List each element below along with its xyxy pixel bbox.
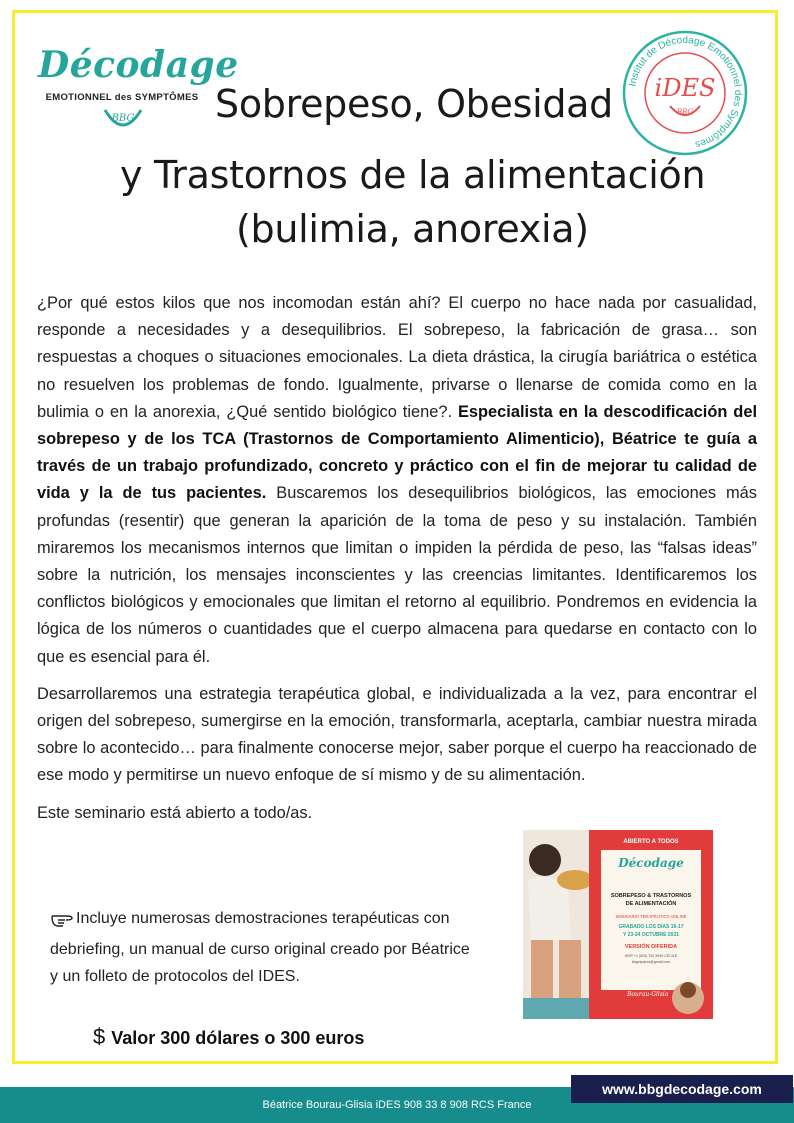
logo-bowl-mark (102, 106, 144, 136)
paragraph-2: Desarrollaremos una estrategia terapéutica global, e individualizada a la vez, para encontrar el origen del sobrepeso, sumergirse en la emoción, transformarla, aceptarla, cambiar nuestra mirada sobre lo acontecido… para finalmente conocerse mejor, saber porque el cuerpo ha reaccionado de ese modo y permitirse un nuevo enfoque de sí mismo y de su alimentación. (37, 684, 757, 785)
includes-text: Incluye numerosas demostraciones terapéuticas con debriefing, un manual de curso original creado por Béatrice y un folleto de protocolos del IDES. (50, 910, 470, 985)
flyer-version: VERSIÓN DIFERIDA (624, 944, 678, 950)
title-line-3: (bulimia, anorexia) (236, 207, 589, 251)
paragraph-1-highlight: Especialista en la descodificación del sobrepeso y de los TCA (Trastornos de Comportamiento Alimenticio), Béatrice te guía a través de un trabajo profundizado, concreto y práctico con el fin de mejorar tu calidad de vida y la de tus pacientes. (37, 402, 757, 503)
flyer-recorded-2: Y 23-24 OCTUBRE 2021 (622, 932, 680, 938)
seal-mark-text: BBG (676, 108, 694, 116)
flyer-logo: Décodage (618, 856, 684, 870)
body-text (37, 290, 757, 837)
decodage-logo (38, 44, 239, 134)
price-line (93, 1024, 364, 1050)
flyer-seminar: SEMINARIO TERAPÉUTICO ONLINE (615, 914, 687, 919)
includes-note (50, 905, 470, 990)
flyer-top-text: ABIERTO A TODOS (623, 839, 679, 845)
footer-legal-text: Béatrice Bourau-Glisia iDES 908 33 8 908 RCS France (262, 1099, 532, 1111)
logo-subtitle: EMOTIONNEL des SYMPTÔMES (45, 92, 199, 103)
website-link[interactable]: www.bbgdecodage.com (571, 1075, 793, 1103)
flyer-signature-2: Bourau-Glisia (627, 991, 669, 998)
ides-seal-logo (620, 28, 750, 158)
flyer-recorded-1: GRABADO LOS DIAS 16-17 (618, 924, 684, 930)
logo-wordmark: Décodage (38, 44, 239, 86)
seminar-flyer-image (523, 830, 713, 1019)
title-line-2: y Trastornos de la alimentación (120, 153, 706, 197)
paragraph-3: Este seminario está abierto a todo/as. (37, 803, 313, 822)
logo-mark-text: BBG (111, 113, 135, 124)
pointing-hand-icon (50, 909, 76, 936)
flyer-signature-1: con Béatrice (623, 981, 662, 988)
flyer-contact-1: WSP +1 (829) 702 3949 CÉCILE (624, 954, 678, 958)
dollar-icon: $ (93, 1024, 106, 1049)
seal-ring-text: Institut de Décodage Emotionnel des Symptômes (627, 34, 744, 150)
paragraph-1-intro: ¿Por qué estos kilos que nos incomodan están ahí? El cuerpo no hace nada por casualidad, responde a necesidades y a desequilibrios. El sobrepeso, la fabricación de grasa… son respuestas a choques o situaciones emocionales. La dieta drástica, la cirugía bariátrica o estética no resuelven los problemas de fondo. Igualmente, privarse o llenarse de comida como en la bulimia o en la anorexia, ¿Qué sentido biológico tiene?. (37, 294, 757, 421)
price-text: Valor 300 dólares o 300 euros (111, 1028, 365, 1048)
paragraph-1 (37, 290, 757, 671)
seal-center-text: iDES (654, 74, 716, 102)
flyer-title-1: SOBREPESO & TRASTORNOS (610, 893, 692, 899)
title-line-1: Sobrepeso, Obesidad (215, 82, 613, 126)
flyer-title-2: DE ALIMENTACIÓN (625, 901, 677, 907)
flyer-contact-2: bbgespanol@gmail.com (631, 960, 671, 964)
paragraph-1-rest: Buscaremos los desequilibrios biológicos, las emociones más profundas (resentir) que generan la aparición de la toma de peso y su instalación. También miraremos los mecanismos internos que limitan o impiden la pérdida de peso, las “falsas ideas” sobre la nutrición, los mensajes inconscientes y las creencias limitantes. Identificaremos los conflictos biológicos y emocionales que limitan el retorno al equilibrio. Pondremos en evidencia la lógica de los números o cuantidades que el cuerpo almacena para quedarse en contacto con lo que es esencial para él. (37, 484, 757, 666)
